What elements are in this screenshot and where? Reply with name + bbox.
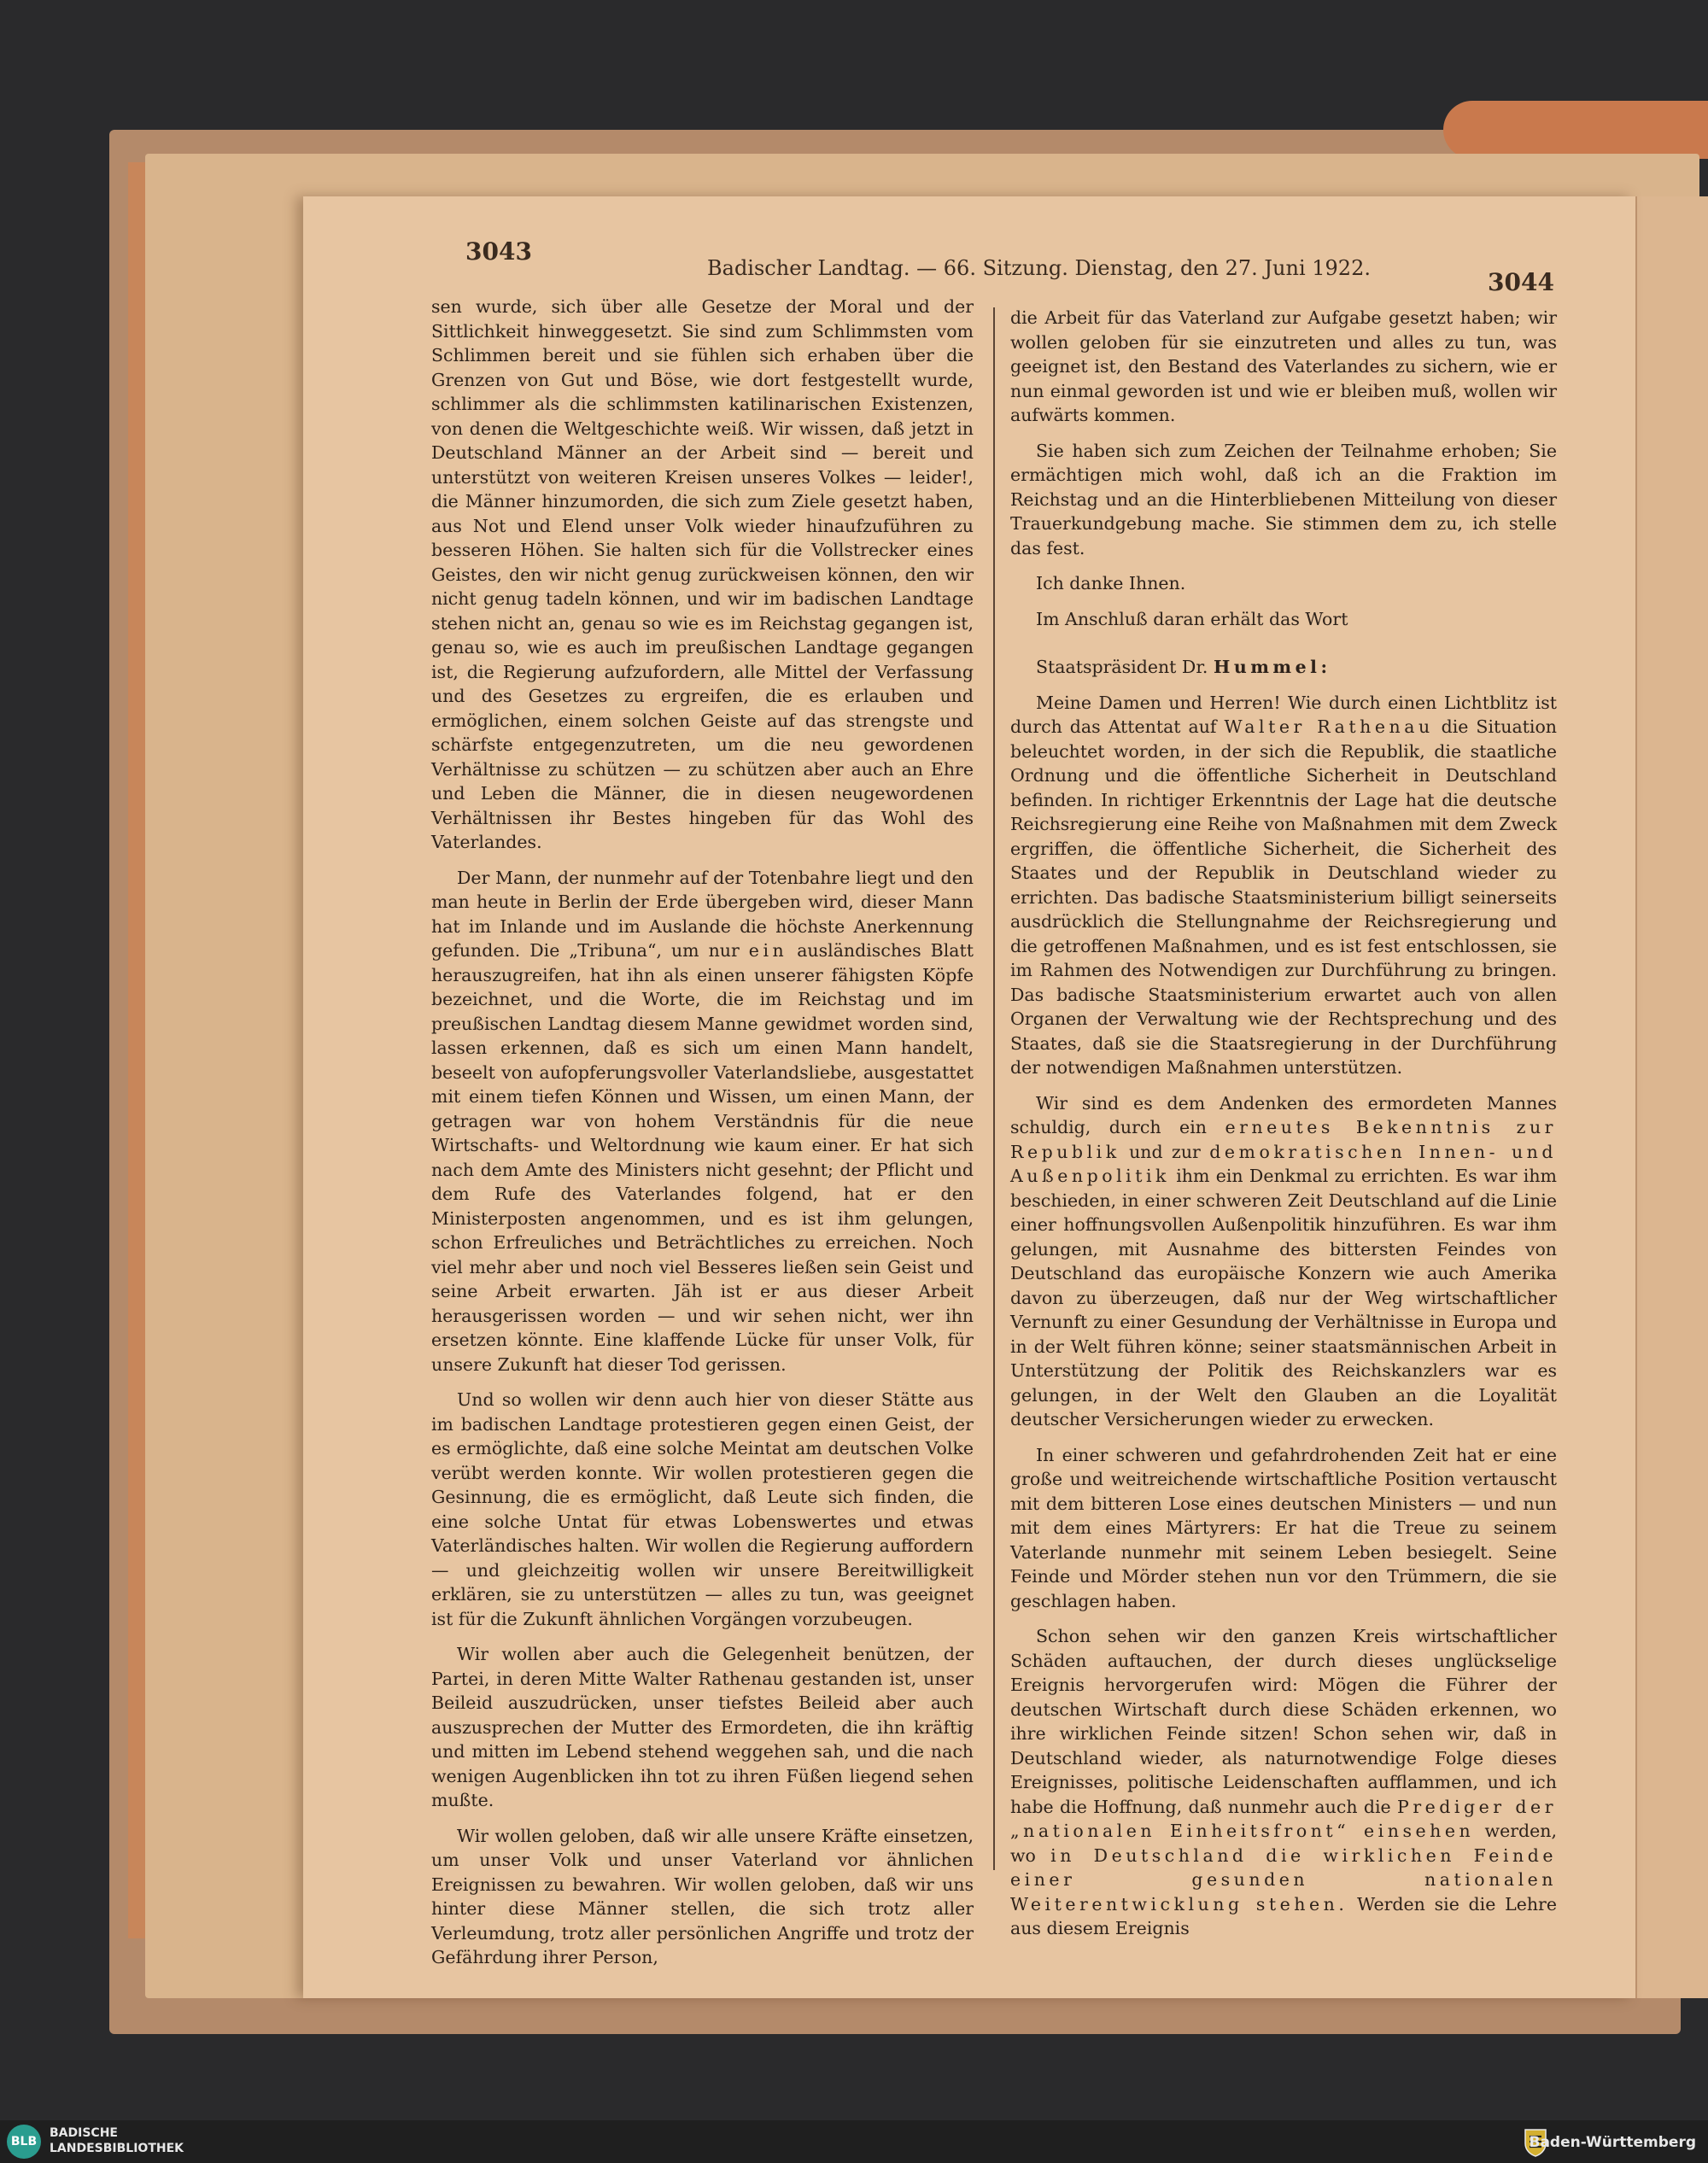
library-name[interactable]	[50, 2125, 184, 2156]
right-text-column	[1010, 306, 1557, 1952]
spaced-emphasis: Walter Rathenau	[1224, 716, 1434, 737]
text-run: ihm ein Denkmal zu errichten. Es war ihm beschieden, in einer schweren Zeit Deutschland auf die Linie einer hoffnungsvollen Außenpolitik hinzuführen. Es war ihm gelungen, mit Ausnahme des bittersten Feindes von Deutschland das europäische Konzern wie auch Amerika davon zu überzeugen, daß nur der Weg wirtschaftlicher Vernunft zu einer Gesundung der Verhältnisse in Europa und in der Welt führen könne; seiner staatsmännischen Arbeit in Unterstützung der Politik des Reichskanzlers war es gelungen, in der Welt den Glauben an die Loyalität deutscher Versicherungen wieder zu erwecken.	[1010, 1166, 1557, 1429]
text-run: die Situation beleuchtet worden, in der sich die Republik, die staatliche Ordnung und die öffentliche Sicherheit in Deutschland befinden. In richtiger Erkenntnis der Lage hat die deutsche Reichsregierung eine Reihe von Maßnahmen mit dem Zweck ergriffen, die öffentliche Sicherheit, die Sicherheit des Staates und der Republik in Deutschland wieder zu errichten. Das badische Staatsministerium billigt seinerseits ausdrücklich die Stellungnahme der Reichsregierung und die getroffenen Maßnahmen, und es ist fest entschlossen, sie im Rahmen des Notwendigen zur Durchführung zu bringen. Das badische Staatsministerium erwartet auch von allen Organen der Verwaltung wie der Rechtsprechung und des Staates, daß sie die Staatsregierung in der Durchführung der notwendigen Maßnahmen unterstützen.	[1010, 716, 1558, 1078]
speaker-title: Staatspräsident Dr.	[1036, 657, 1214, 677]
text-run: ausländisches Blatt herauszugreifen, hat ihn als einen unserer fähigsten Köpfe bezeichnet, und die Worte, die im Reichstag und im preußischen Landtag diesem Manne gewidmet worden sind, lassen erkennen, daß es sich um einen Mann handelt, beseelt von aufopferungsvoller Vaterlandsliebe, ausgestattet mit einem tiefen Können und Wissen, um einen Mann, der getragen war von hohem Verständnis für die neue Wirtschafts- und Weltordnung wie kaum einer. Er hat sich nach dem Amte des Ministers nicht gesehnt; der Pflicht und dem Rufe des Vaterlandes folgend, hat er den Ministerposten angenommen, und es ist ihm gelungen, schon Erfreuliches und Beträchtliches zu erreichen. Noch viel mehr aber und noch viel Besseres ließen sein Geist und seine Arbeit erwarten. Jäh ist er aus dieser Arbeit herausgerissen worden — und wir sehen nicht, wer ihn ersetzen könnte. Eine klaffende Lücke für unser Volk, für unsere Zukunft hat dieser Tod gerissen.	[431, 940, 974, 1375]
spaced-emphasis: ein	[748, 940, 788, 961]
paragraph	[431, 866, 974, 1377]
paragraph	[1010, 1091, 1557, 1432]
text-run: Wir sind es dem Andenken des ermordeten Mannes schuldig, durch ein	[1010, 1092, 1557, 1137]
paragraph: Wir wollen geloben, daß wir alle unsere Kräfte einsetzen, um unser Volk und unser Vaterland vor ähnlichen Ereignissen zu bewahren. Wir wollen geloben, daß wir uns hinter diese Männer stellen, die sich trotz aller Verleumdung, trotz aller persönlichen Angriffe und trotz der Gefährdung ihrer Person,	[431, 1825, 974, 1967]
paragraph	[1010, 691, 1557, 1080]
blb-logo[interactable]: BLB	[7, 2125, 41, 2159]
speaker-name: Hummel:	[1213, 657, 1331, 677]
paragraph: sen wurde, sich über alle Gesetze der Moral und der Sittlichkeit hinweggesetzt. Sie sind zum Schlimmsten vom Schlimmen bereit und sie fühlen sich erhaben über die Grenzen von Gut und Böse, wie dort festgestellt wurde, schlimmer als die schlimmsten katilinarischen Existenzen, von denen die Weltgeschichte weiß. Wir wissen, daß jetzt in Deutschland Männer an der Arbeit sind — bereit und unterstützt von weiteren Kreisen unseres Volkes — leider!, die Männer hinzumorden, die sich zum Ziele gesetzt haben, aus Not und Elend unser Volk wieder hinaufzuführen zu besseren Höhen. Sie halten sich für die Vollstrecker eines Geistes, den wir nicht genug zurückweisen können, den wir nicht genug tadeln können, und wir im badischen Landtage stehen nicht an, genau so wie es im Reichstag gegangen ist, genau so, wie es auch im preußischen Landtage gegangen ist, die Regierung aufzufordern, alle Mittel der Verfassung und des Gesetzes zu ergreifen, die es erlauben und ermöglichen, einem solchen Geiste auf das strengste und schärfste entgegenzutreten, um die neu gewordenen Verhältnisse zu schützen — zu schützen aber auch an Ehre und Leben die Männer, die in diesen neugewordenen Verhältnissen ihr Bestes hingeben für das Wohl des Vaterlandes.	[431, 296, 974, 852]
spaced-emphasis: erneutes Bekenntnis zur Republik	[1010, 1117, 1557, 1162]
left-page-number: 3043	[465, 237, 532, 266]
paragraph: In einer schweren und gefahrdrohenden Zeit hat er eine große und weitreichende wirtschaftliche Position vertauscht mit dem bitteren Lose eines deutschen Ministers — und nun mit dem eines Märtyrers: Er hat die Treue zu seinem Vaterlande nunmehr mit seinem Leben besiegelt. Seine Feinde und Mörder stehen nun vor den Trümmern, die sie geschlagen haben.	[1010, 1444, 1557, 1611]
paragraph: Ich danke Ihnen.	[1036, 573, 1186, 593]
paragraph: Und so wollen wir denn auch hier von dieser Stätte aus im badischen Landtage protestieren gegen einen Geist, der es ermöglichte, daß eine solche Meintat am deutschen Volke verübt werden konnte. Wir wollen protestieren gegen die Gesinnung, die es ermöglicht, daß Leute sich finden, die eine solche Untat für etwas Lobenswertes und etwas Vaterländisches halten. Wir wollen die Regierung auffordern — und gleichzeitig wollen wir unsere Bereitwilligkeit erklären, sie zu unterstützen — alles zu tun, was geeignet ist für die Zukunft ähnlichen Vorgängen vorzubeugen.	[431, 1389, 974, 1629]
paragraph: Sie haben sich zum Zeichen der Teilnahme erhoben; Sie ermächtigen mich wohl, daß ich an die Fraktion im Reichstag und an die Hinterbliebenen Mitteilung von dieser Trauerkundgebung mache. Sie stimmen dem zu, ich stelle das fest.	[1010, 440, 1557, 558]
next-page-edge	[1635, 196, 1708, 1998]
state-name[interactable]: Baden-Württemberg	[1529, 2134, 1696, 2151]
library-name-line: LANDESBIBLIOTHEK	[50, 2142, 184, 2155]
column-divider	[993, 307, 995, 1870]
text-run: Werden sie die Lehre aus diesem Ereignis	[1010, 1893, 1557, 1938]
right-page-number: 3044	[1488, 268, 1554, 296]
text-run: und zur	[1120, 1141, 1210, 1162]
text-run: Schon sehen wir den ganzen Kreis wirtschaftlicher Schäden auftauchen, der durch dieses unglückselige Ereignis hervorgerufen wird: Mögen die Führer der deutschen Wirtschaft durch diese Schäden erkennen, wo ihre wirklichen Feinde sitzen! Schon sehen wir, daß in Deutschland wieder, als naturnotwendige Folge dieses Ereignisses, politische Leidenschaften aufflammen, und ich habe die Hoffnung, daß nunmehr auch die	[1010, 1626, 1557, 1817]
footer-bar	[0, 2120, 1708, 2163]
running-header: Badischer Landtag. — 66. Sitzung. Dienstag, den 27. Juni 1922.	[707, 256, 1371, 280]
ribbon-strip	[1443, 101, 1708, 159]
text-run: werden, wo	[1010, 1821, 1558, 1866]
paragraph	[1010, 1624, 1557, 1941]
paragraph: Wir wollen aber auch die Gelegenheit benützen, der Partei, in deren Mitte Walter Rathenau gestanden ist, unser Beileid auszudrücken, unser tiefstes Beileid aber auch auszusprechen der Mutter des Ermordeten, die ihn kräftig und mitten im Lebend stehend weggehen sah, und die nach wenigen Augenblicken ihn tot zu ihren Füßen liegend sehen mußte.	[431, 1644, 974, 1810]
text-run: Meine Damen und Herren! Wie durch einen Lichtblitz ist durch das Attentat auf	[1010, 692, 1557, 737]
spaced-emphasis: demokratischen Innen- und Außenpolitik	[1010, 1141, 1558, 1186]
speaker-line	[1010, 655, 1557, 680]
spaced-emphasis: Prediger der „nationalen Einheitsfront“ einsehen	[1010, 1796, 1558, 1841]
left-text-column	[431, 295, 974, 1981]
paragraph: Im Anschluß daran erhält das Wort	[1036, 608, 1348, 629]
paragraph: die Arbeit für das Vaterland zur Aufgabe gesetzt haben; wir wollen geloben für sie einzutreten und alles zu tun, was geeignet ist, den Bestand des Vaterlandes zu sichern, wie er nun einmal geworden ist und wie er bleiben muß, wollen wir aufwärts kommen.	[1010, 307, 1557, 425]
library-name-line: BADISCHE	[50, 2126, 118, 2140]
spaced-emphasis: in Deutschland die wirklichen Feinde einer gesunden nationalen Weiterentwicklung stehen.	[1010, 1844, 1557, 1915]
text-run: Der Mann, der nunmehr auf der Totenbahre liegt und den man heute in Berlin der Erde übergeben wird, dieser Mann hat im Inlande und im Auslande die höchste Anerkennung gefunden. Die „Tribuna“, um nur	[431, 867, 974, 961]
